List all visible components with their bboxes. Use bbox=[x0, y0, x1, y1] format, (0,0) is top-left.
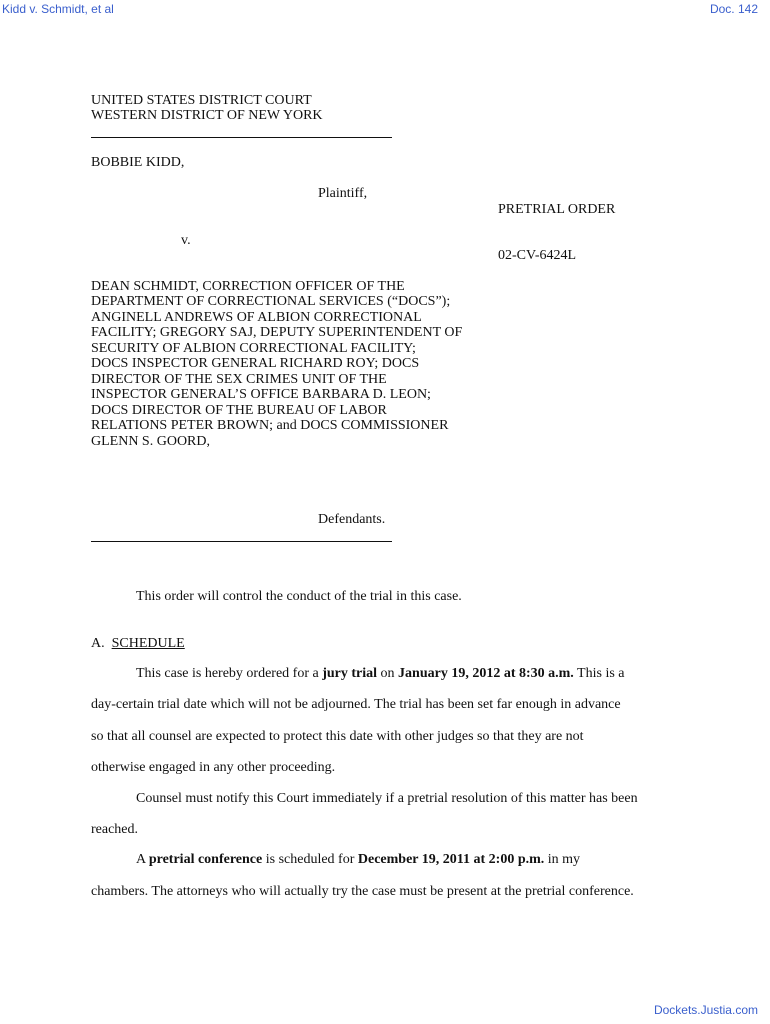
defendants-line: RELATIONS PETER BROWN; and DOCS COMMISSIONER bbox=[91, 418, 449, 433]
justia-link[interactable]: Dockets.Justia.com bbox=[653, 1003, 758, 1017]
text-run: This is a bbox=[573, 666, 625, 681]
plaintiff-name: BOBBIE KIDD, bbox=[91, 155, 185, 170]
defendants-line: ANGINELL ANDREWS OF ALBION CORRECTIONAL bbox=[91, 310, 422, 325]
section-a-title: SCHEDULE bbox=[111, 636, 185, 651]
defendants-line: GLENN S. GOORD, bbox=[91, 434, 210, 449]
text-run: is scheduled for bbox=[262, 852, 358, 867]
text-run: in my bbox=[544, 852, 581, 867]
court-district: WESTERN DISTRICT OF NEW YORK bbox=[91, 108, 323, 123]
text-run: on bbox=[377, 666, 399, 681]
section-a-letter: A. bbox=[91, 636, 105, 651]
case-title-link[interactable]: Kidd v. Schmidt, et al bbox=[2, 2, 114, 16]
pretrial-conference-emphasis: pretrial conference bbox=[148, 852, 263, 867]
schedule-paragraph-1-line bbox=[136, 666, 625, 682]
defendants-label: Defendants. bbox=[318, 512, 386, 527]
defendants-line: INSPECTOR GENERAL’S OFFICE BARBARA D. LEON; bbox=[91, 387, 431, 402]
text-run: This case is hereby ordered for a bbox=[136, 666, 323, 681]
schedule-paragraph-2-line: reached. bbox=[91, 822, 139, 837]
defendants-line: DOCS INSPECTOR GENERAL RICHARD ROY; DOCS bbox=[91, 356, 420, 371]
case-number: 02-CV-6424L bbox=[498, 248, 577, 263]
schedule-paragraph-3-line: chambers. The attorneys who will actually try the case must be present at the pretrial conference. bbox=[91, 884, 634, 899]
defendants-line: DOCS DIRECTOR OF THE BUREAU OF LABOR bbox=[91, 403, 387, 418]
trial-date: January 19, 2012 at 8:30 a.m. bbox=[398, 666, 574, 681]
doc-number-link[interactable]: Doc. 142 bbox=[709, 2, 758, 16]
intro-paragraph: This order will control the conduct of the trial in this case. bbox=[136, 589, 462, 604]
defendants-line: DEPARTMENT OF CORRECTIONAL SERVICES (“DOCS”); bbox=[91, 294, 451, 309]
versus: v. bbox=[181, 233, 191, 248]
schedule-paragraph-2-line: Counsel must notify this Court immediately if a pretrial resolution of this matter has been bbox=[136, 791, 638, 806]
jury-trial-emphasis: jury trial bbox=[322, 666, 378, 681]
schedule-paragraph-1-line: day-certain trial date which will not be adjourned. The trial has been set far enough in advance bbox=[91, 697, 621, 712]
order-title: PRETRIAL ORDER bbox=[498, 202, 616, 217]
section-a-heading bbox=[91, 636, 185, 652]
defendants-line: SECURITY OF ALBION CORRECTIONAL FACILITY; bbox=[91, 341, 416, 356]
caption-rule-bottom bbox=[91, 541, 392, 542]
defendants-line: DIRECTOR OF THE SEX CRIMES UNIT OF THE bbox=[91, 372, 387, 387]
schedule-paragraph-3-line bbox=[136, 852, 580, 868]
conference-date: December 19, 2011 at 2:00 p.m. bbox=[357, 852, 545, 867]
schedule-paragraph-1-line: otherwise engaged in any other proceeding. bbox=[91, 760, 336, 775]
plaintiff-label: Plaintiff, bbox=[318, 186, 368, 201]
defendants-line: DEAN SCHMIDT, CORRECTION OFFICER OF THE bbox=[91, 279, 405, 294]
caption-rule-top bbox=[91, 137, 392, 138]
defendants-line: FACILITY; GREGORY SAJ, DEPUTY SUPERINTENDENT OF bbox=[91, 325, 463, 340]
text-run: A bbox=[136, 852, 149, 867]
schedule-paragraph-1-line: so that all counsel are expected to protect this date with other judges so that they are not bbox=[91, 729, 584, 744]
court-name: UNITED STATES DISTRICT COURT bbox=[91, 93, 312, 108]
